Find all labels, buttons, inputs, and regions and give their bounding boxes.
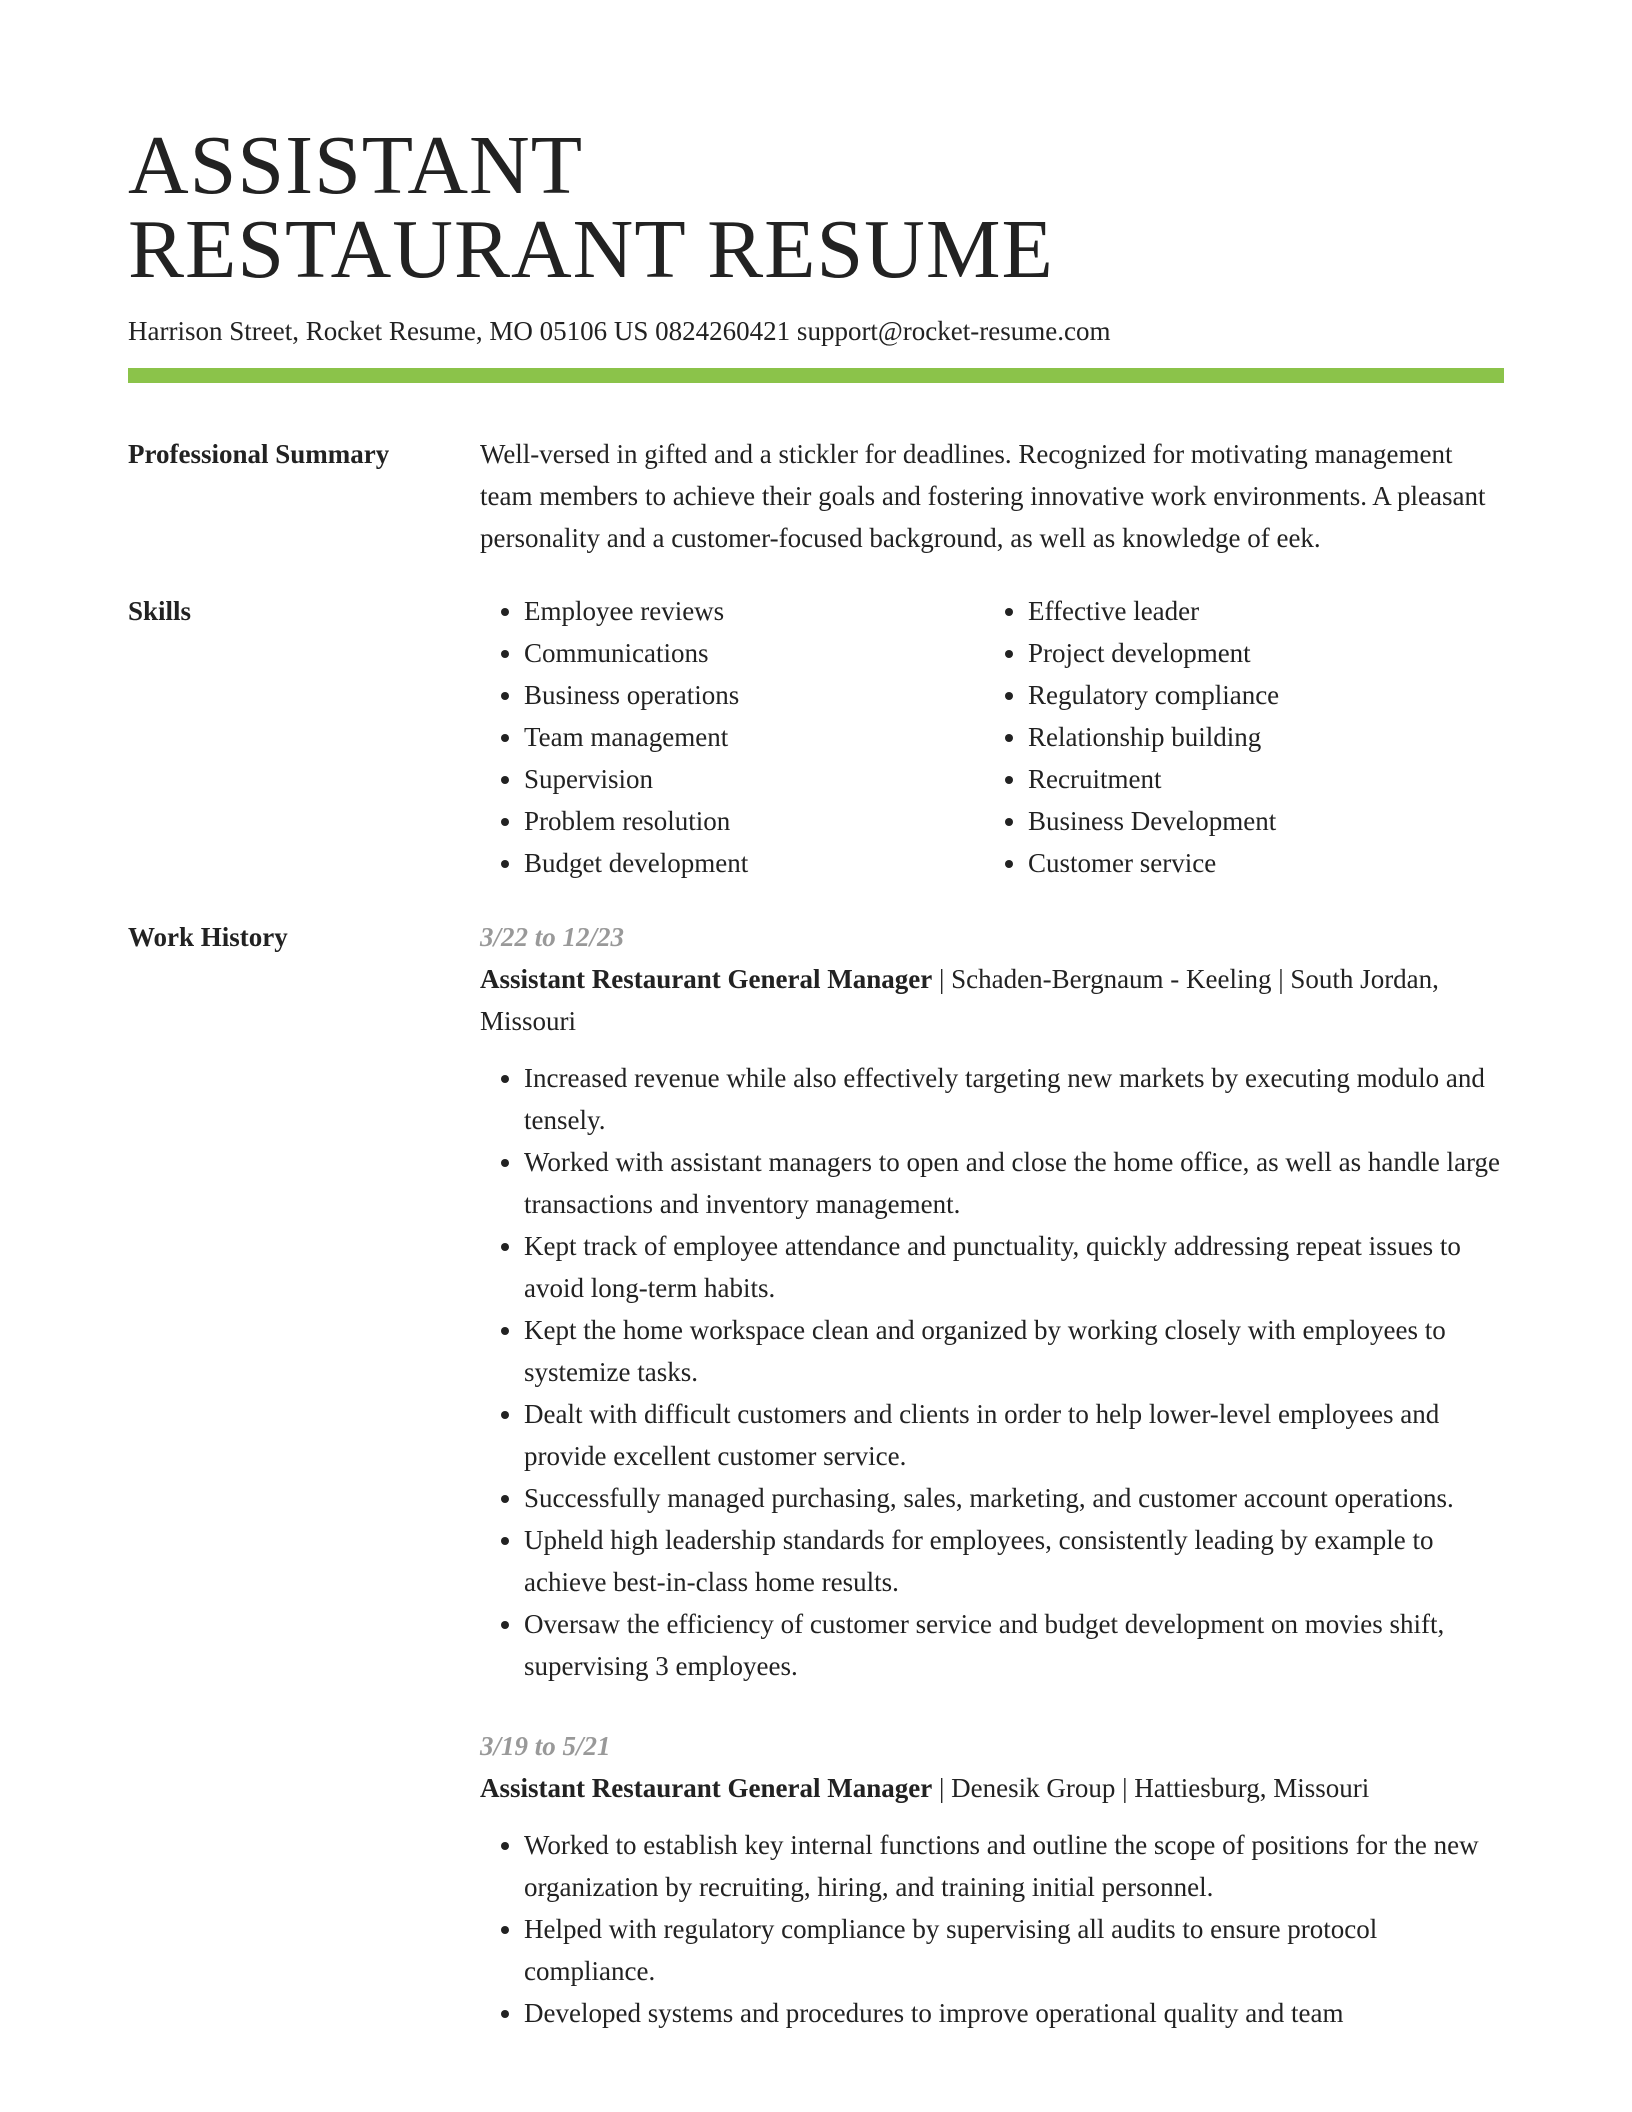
job-bullets — [480, 1057, 1504, 1687]
skills-columns — [480, 590, 1504, 884]
skill-item: • Project development — [1028, 632, 1488, 674]
job-title: Assistant Restaurant General Manager — [480, 964, 933, 994]
skill-item: • Recruitment — [1028, 758, 1488, 800]
skill-item: • Effective leader — [1028, 590, 1488, 632]
summary-body — [480, 433, 1504, 559]
job-bullet: • Kept the home workspace clean and organized by working closely with employees to systemize tasks. — [524, 1309, 1504, 1393]
skill-item: • Supervision — [524, 758, 984, 800]
work-history-body — [480, 916, 1504, 2072]
skill-item: • Business operations — [524, 674, 984, 716]
skill-item: • Employee reviews — [524, 590, 984, 632]
job-title: Assistant Restaurant General Manager — [480, 1773, 933, 1803]
accent-divider — [128, 368, 1504, 383]
job-bullet: • Upheld high leadership standards for employees, consistently leading by example to achieve best-in-class home results. — [524, 1519, 1504, 1603]
skills-list-right — [984, 590, 1488, 884]
job-entry — [480, 1725, 1504, 2034]
job-entry — [480, 916, 1504, 1687]
job-bullet: • Worked to establish key internal functions and outline the scope of positions for the new organization by recruiting, hiring, and training initial personnel. — [524, 1824, 1504, 1908]
job-bullet: • Increased revenue while also effectively targeting new markets by executing modulo and tensely. — [524, 1057, 1504, 1141]
skill-item: • Problem resolution — [524, 800, 984, 842]
skill-item: • Team management — [524, 716, 984, 758]
skill-item: • Communications — [524, 632, 984, 674]
skill-item: • Customer service — [1028, 842, 1488, 884]
contact-info: Harrison Street, Rocket Resume, MO 05106 US 0824260421 support@rocket-resume.com — [128, 316, 1111, 346]
resume-title — [128, 119, 1504, 296]
section-label-work-history: Work History — [128, 922, 288, 952]
job-company-location: | Schaden-Bergnaum - Keeling | South Jordan, Missouri — [480, 964, 1439, 1036]
resume-title-line-2: RESTAURANT RESUME — [128, 203, 1054, 296]
job-bullets — [480, 1824, 1504, 2034]
job-dates: 3/22 to 12/23 — [480, 922, 625, 952]
skill-item: • Business Development — [1028, 800, 1488, 842]
section-label-summary: Professional Summary — [128, 439, 390, 469]
resume-title-line-1: ASSISTANT — [128, 119, 584, 212]
job-bullet: • Oversaw the efficiency of customer service and budget development on movies shift, supervising 3 employees. — [524, 1603, 1504, 1687]
job-dates: 3/19 to 5/21 — [480, 1731, 611, 1761]
job-heading — [480, 958, 1504, 1042]
job-bullet: • Developed systems and procedures to improve operational quality and team — [524, 1992, 1504, 2034]
skill-item: • Relationship building — [1028, 716, 1488, 758]
skill-item: • Budget development — [524, 842, 984, 884]
job-bullet: • Kept track of employee attendance and punctuality, quickly addressing repeat issues to avoid long-term habits. — [524, 1225, 1504, 1309]
skills-body — [480, 590, 1504, 884]
job-bullet: • Helped with regulatory compliance by supervising all audits to ensure protocol compliance. — [524, 1908, 1504, 1992]
skills-section — [128, 590, 1504, 884]
job-bullet: • Successfully managed purchasing, sales, marketing, and customer account operations. — [524, 1477, 1504, 1519]
job-company-location: | Denesik Group | Hattiesburg, Missouri — [932, 1773, 1370, 1803]
skills-list-left — [480, 590, 984, 884]
resume-page — [128, 119, 1504, 2072]
section-label-skills: Skills — [128, 596, 192, 626]
job-bullet: • Dealt with difficult customers and clients in order to help lower-level employees and provide excellent customer service. — [524, 1393, 1504, 1477]
summary-text: Well-versed in gifted and a stickler for deadlines. Recognized for motivating management team members to achieve their goals and fostering innovative work environments. A pleasant personality and a customer-focused background, as well as knowledge of eek. — [480, 439, 1486, 553]
work-history-section — [128, 916, 1504, 2072]
job-heading — [480, 1767, 1504, 1809]
skill-item: • Regulatory compliance — [1028, 674, 1488, 716]
job-bullet: • Worked with assistant managers to open and close the home office, as well as handle large transactions and inventory management. — [524, 1141, 1504, 1225]
professional-summary-section — [128, 433, 1504, 559]
